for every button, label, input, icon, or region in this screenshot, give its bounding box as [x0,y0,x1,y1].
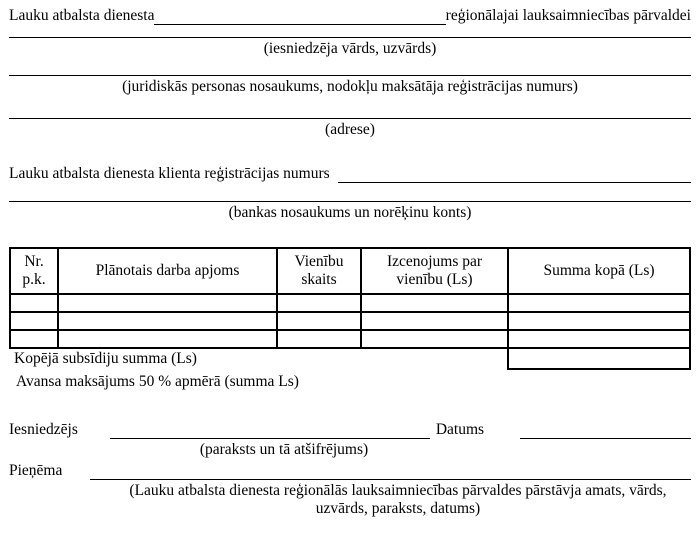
caption-bank-account: (bankas nosaukums un norēķinu konts) [228,204,472,222]
table-cell[interactable] [58,312,277,330]
client-registration-row [9,165,691,183]
legal-name-line[interactable] [9,58,691,76]
table-row [10,294,690,312]
caption-legal-name: (juridiskās personas nosaukums, nodokļu maksātāja reģistrācijas numurs) [122,77,578,95]
table-cell[interactable] [58,330,277,348]
applicant-name-line[interactable] [9,25,691,38]
total-sum-row [9,349,691,370]
total-sum-box[interactable] [507,349,691,370]
col-header-unit-count: Vienību skaits [277,248,361,294]
table-cell[interactable] [361,330,508,348]
address-line[interactable] [9,95,691,119]
col-header-nr-pk: Nr. p.k. [10,248,58,294]
submitter-label: Iesniedzējs [9,420,78,438]
table-cell[interactable] [508,330,690,348]
client-registration-label: Lauku atbalsta dienesta klienta reģistrācijas numurs [9,165,330,183]
addressee-line [9,7,691,25]
caption-signature: (paraksts un tā atšifrējums) [199,440,369,458]
caption-address: (adrese) [325,121,375,139]
submitter-row [9,421,691,439]
table-cell[interactable] [10,312,58,330]
addressee-suffix: reģionālajai lauksaimniecības pārvaldei [445,7,691,24]
caption-accepted: (Lauku atbalsta dienesta reģionālās lauksaimniecības pārvaldes pārstāvja amats, vārds, uzvārds, paraksts, datums) [129,482,667,517]
table-cell[interactable] [58,294,277,312]
col-header-unit-price: Izcenojums par vienību (Ls) [361,248,508,294]
col-header-total-sum: Summa kopā (Ls) [508,248,690,294]
accepted-label: Pieņēma [9,462,63,480]
table-cell[interactable] [361,312,508,330]
advance-payment-label: Avansa maksājums 50 % apmērā (summa Ls) [16,372,299,390]
client-registration-blank[interactable] [338,165,691,183]
caption-applicant-name: (iesniedzēja vārds, uzvārds) [263,39,437,57]
date-label: Datums [435,420,485,438]
table-cell[interactable] [277,330,361,348]
table-row [10,330,690,348]
bank-account-line[interactable] [9,183,691,202]
table-cell[interactable] [10,294,58,312]
table-row [10,312,690,330]
addressee-blank[interactable] [154,7,445,25]
accepted-by-line[interactable] [90,462,691,480]
table-header-row [10,248,690,294]
submitter-signature-line[interactable] [110,421,430,439]
table-cell[interactable] [277,294,361,312]
total-sum-label: Kopējā subsīdiju summa (Ls) [14,350,197,368]
date-line[interactable] [520,421,691,439]
addressee-prefix: Lauku atbalsta dienesta [9,7,155,24]
cost-table [9,247,691,349]
col-header-planned-work: Plānotais darba apjoms [58,248,277,294]
table-cell[interactable] [508,294,690,312]
table-cell[interactable] [277,312,361,330]
table-cell[interactable] [361,294,508,312]
table-cell[interactable] [508,312,690,330]
table-cell[interactable] [10,330,58,348]
accepted-row [9,462,691,480]
